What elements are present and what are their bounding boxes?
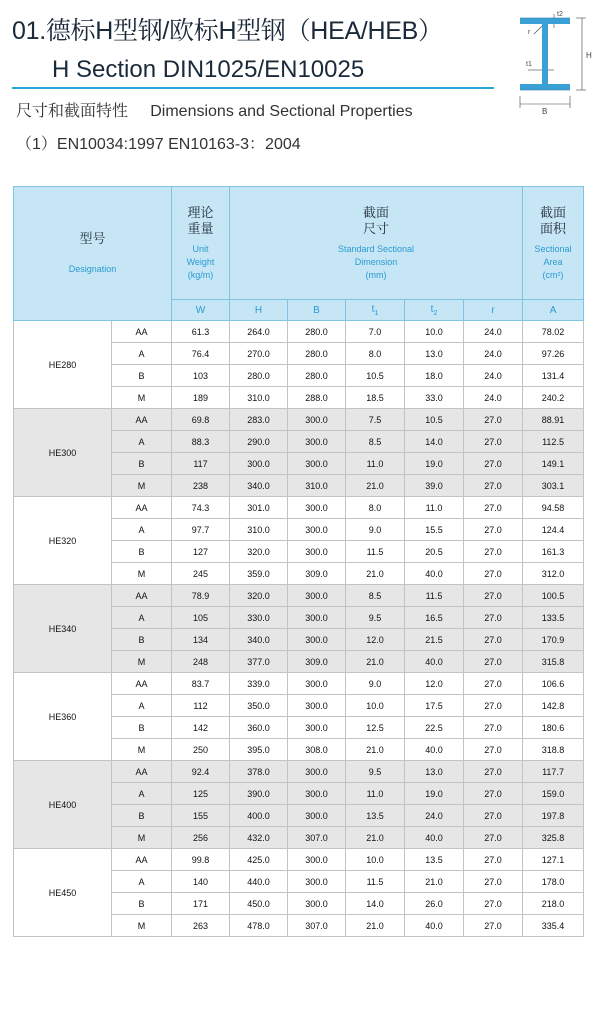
series-cell: M (112, 915, 172, 937)
value-cell: 27.0 (464, 761, 523, 783)
value-cell: 440.0 (230, 871, 288, 893)
value-cell: 263 (172, 915, 230, 937)
value-cell: 300.0 (288, 849, 346, 871)
value-cell: 78.9 (172, 585, 230, 607)
value-cell: 21.0 (346, 827, 405, 849)
value-cell: 27.0 (464, 651, 523, 673)
value-cell: 27.0 (464, 915, 523, 937)
series-cell: B (112, 365, 172, 387)
value-cell: 125 (172, 783, 230, 805)
series-cell: A (112, 519, 172, 541)
value-cell: 9.0 (346, 519, 405, 541)
value-cell: 99.8 (172, 849, 230, 871)
value-cell: 310.0 (230, 519, 288, 541)
series-cell: A (112, 343, 172, 365)
series-cell: AA (112, 409, 172, 431)
value-cell: 8.0 (346, 497, 405, 519)
designation-cell: HE400 (14, 761, 112, 849)
value-cell: 127.1 (523, 849, 584, 871)
value-cell: 142.8 (523, 695, 584, 717)
value-cell: 240.2 (523, 387, 584, 409)
symbol-t1: $t_1$ (346, 300, 405, 321)
value-cell: 310.0 (230, 387, 288, 409)
value-cell: 106.6 (523, 673, 584, 695)
value-cell: 11.5 (346, 871, 405, 893)
value-cell: 18.0 (405, 365, 464, 387)
value-cell: 27.0 (464, 519, 523, 541)
value-cell: 40.0 (405, 739, 464, 761)
value-cell: 11.5 (405, 585, 464, 607)
value-cell: 78.02 (523, 321, 584, 343)
value-cell: 245 (172, 563, 230, 585)
header-weight: 理论 重量 Unit Weight (kg/m) (172, 187, 230, 300)
symbol-r: r (464, 300, 523, 321)
value-cell: 171 (172, 893, 230, 915)
value-cell: 300.0 (288, 585, 346, 607)
value-cell: 256 (172, 827, 230, 849)
value-cell: 134 (172, 629, 230, 651)
value-cell: 340.0 (230, 629, 288, 651)
value-cell: 15.5 (405, 519, 464, 541)
value-cell: 290.0 (230, 431, 288, 453)
series-cell: AA (112, 321, 172, 343)
value-cell: 19.0 (405, 453, 464, 475)
value-cell: 288.0 (288, 387, 346, 409)
value-cell: 300.0 (288, 409, 346, 431)
value-cell: 10.0 (346, 695, 405, 717)
table-row (14, 585, 584, 607)
series-cell: M (112, 739, 172, 761)
value-cell: 39.0 (405, 475, 464, 497)
table-row (14, 673, 584, 695)
table-row (14, 409, 584, 431)
value-cell: 24.0 (464, 365, 523, 387)
value-cell: 238 (172, 475, 230, 497)
value-cell: 97.7 (172, 519, 230, 541)
value-cell: 14.0 (405, 431, 464, 453)
value-cell: 10.5 (405, 409, 464, 431)
value-cell: 7.5 (346, 409, 405, 431)
value-cell: 280.0 (288, 321, 346, 343)
value-cell: 22.5 (405, 717, 464, 739)
designation-cell: HE360 (14, 673, 112, 761)
value-cell: 390.0 (230, 783, 288, 805)
table-row (14, 321, 584, 343)
value-cell: 180.6 (523, 717, 584, 739)
value-cell: 27.0 (464, 607, 523, 629)
value-cell: 27.0 (464, 453, 523, 475)
value-cell: 312.0 (523, 563, 584, 585)
h-section-diagram (510, 4, 596, 116)
series-cell: M (112, 827, 172, 849)
value-cell: 17.5 (405, 695, 464, 717)
value-cell: 24.0 (405, 805, 464, 827)
value-cell: 40.0 (405, 827, 464, 849)
series-cell: A (112, 607, 172, 629)
value-cell: 27.0 (464, 827, 523, 849)
value-cell: 127 (172, 541, 230, 563)
value-cell: 14.0 (346, 893, 405, 915)
value-cell: 133.5 (523, 607, 584, 629)
value-cell: 27.0 (464, 673, 523, 695)
value-cell: 318.8 (523, 739, 584, 761)
value-cell: 83.7 (172, 673, 230, 695)
series-cell: A (112, 695, 172, 717)
table-body (14, 321, 584, 937)
diagram-label-H: H (586, 51, 592, 60)
value-cell: 27.0 (464, 409, 523, 431)
value-cell: 178.0 (523, 871, 584, 893)
standards-reference: （1）EN10034:1997 EN10163-3：2004 (16, 136, 301, 153)
value-cell: 309.0 (288, 651, 346, 673)
value-cell: 21.5 (405, 629, 464, 651)
series-cell: B (112, 629, 172, 651)
series-cell: B (112, 893, 172, 915)
series-cell: B (112, 805, 172, 827)
series-cell: M (112, 475, 172, 497)
value-cell: 301.0 (230, 497, 288, 519)
symbol-t2: $t_2$ (405, 300, 464, 321)
value-cell: 40.0 (405, 915, 464, 937)
diagram-label-t1: t1 (526, 61, 532, 68)
value-cell: 24.0 (464, 321, 523, 343)
designation-cell: HE300 (14, 409, 112, 497)
title-divider (12, 87, 494, 89)
symbol-B: B (288, 300, 346, 321)
diagram-label-t2: t2 (557, 11, 563, 18)
table-row (14, 761, 584, 783)
value-cell: 248 (172, 651, 230, 673)
value-cell: 395.0 (230, 739, 288, 761)
section-heading: 尺寸和截面特性 Dimensions and Sectional Properties (16, 103, 413, 120)
value-cell: 88.91 (523, 409, 584, 431)
value-cell: 280.0 (288, 343, 346, 365)
series-cell: AA (112, 497, 172, 519)
designation-cell: HE450 (14, 849, 112, 937)
value-cell: 303.1 (523, 475, 584, 497)
value-cell: 340.0 (230, 475, 288, 497)
value-cell: 8.5 (346, 585, 405, 607)
value-cell: 27.0 (464, 563, 523, 585)
value-cell: 310.0 (288, 475, 346, 497)
series-cell: B (112, 453, 172, 475)
diagram-label-r: r (528, 29, 531, 36)
value-cell: 20.5 (405, 541, 464, 563)
value-cell: 100.5 (523, 585, 584, 607)
value-cell: 360.0 (230, 717, 288, 739)
value-cell: 309.0 (288, 563, 346, 585)
symbol-A: A (523, 300, 584, 321)
value-cell: 315.8 (523, 651, 584, 673)
value-cell: 300.0 (288, 805, 346, 827)
value-cell: 149.1 (523, 453, 584, 475)
value-cell: 320.0 (230, 585, 288, 607)
value-cell: 88.3 (172, 431, 230, 453)
page-title: 01.德标H型钢/欧标H型钢（HEA/HEB） (12, 17, 443, 45)
value-cell: 10.5 (346, 365, 405, 387)
value-cell: 450.0 (230, 893, 288, 915)
value-cell: 359.0 (230, 563, 288, 585)
value-cell: 97.26 (523, 343, 584, 365)
value-cell: 13.0 (405, 761, 464, 783)
series-cell: AA (112, 585, 172, 607)
value-cell: 16.5 (405, 607, 464, 629)
value-cell: 11.0 (346, 453, 405, 475)
value-cell: 478.0 (230, 915, 288, 937)
value-cell: 300.0 (288, 871, 346, 893)
value-cell: 330.0 (230, 607, 288, 629)
value-cell: 8.0 (346, 343, 405, 365)
value-cell: 27.0 (464, 431, 523, 453)
value-cell: 155 (172, 805, 230, 827)
value-cell: 94.58 (523, 497, 584, 519)
value-cell: 13.5 (346, 805, 405, 827)
value-cell: 300.0 (288, 893, 346, 915)
value-cell: 24.0 (464, 343, 523, 365)
value-cell: 400.0 (230, 805, 288, 827)
value-cell: 8.5 (346, 431, 405, 453)
value-cell: 142 (172, 717, 230, 739)
value-cell: 300.0 (288, 431, 346, 453)
value-cell: 159.0 (523, 783, 584, 805)
value-cell: 300.0 (288, 717, 346, 739)
value-cell: 12.0 (405, 673, 464, 695)
value-cell: 218.0 (523, 893, 584, 915)
value-cell: 170.9 (523, 629, 584, 651)
series-cell: AA (112, 673, 172, 695)
series-cell: B (112, 717, 172, 739)
series-cell: M (112, 651, 172, 673)
value-cell: 300.0 (288, 607, 346, 629)
designation-cell: HE280 (14, 321, 112, 409)
value-cell: 21.0 (346, 739, 405, 761)
value-cell: 18.5 (346, 387, 405, 409)
value-cell: 300.0 (230, 453, 288, 475)
value-cell: 27.0 (464, 849, 523, 871)
value-cell: 74.3 (172, 497, 230, 519)
value-cell: 308.0 (288, 739, 346, 761)
value-cell: 11.5 (346, 541, 405, 563)
value-cell: 21.0 (405, 871, 464, 893)
header-designation: 型号 Designation (14, 187, 172, 321)
value-cell: 27.0 (464, 805, 523, 827)
value-cell: 9.5 (346, 607, 405, 629)
value-cell: 112.5 (523, 431, 584, 453)
series-cell: M (112, 563, 172, 585)
sectional-properties-table (13, 186, 584, 937)
value-cell: 11.0 (405, 497, 464, 519)
value-cell: 300.0 (288, 497, 346, 519)
value-cell: 27.0 (464, 893, 523, 915)
value-cell: 197.8 (523, 805, 584, 827)
header-dimension: 截面 尺寸 Standard Sectional Dimension (mm) (230, 187, 523, 300)
series-cell: AA (112, 761, 172, 783)
value-cell: 92.4 (172, 761, 230, 783)
value-cell: 27.0 (464, 717, 523, 739)
value-cell: 27.0 (464, 497, 523, 519)
series-cell: A (112, 871, 172, 893)
value-cell: 40.0 (405, 563, 464, 585)
value-cell: 12.5 (346, 717, 405, 739)
value-cell: 300.0 (288, 519, 346, 541)
value-cell: 27.0 (464, 783, 523, 805)
series-cell: M (112, 387, 172, 409)
value-cell: 250 (172, 739, 230, 761)
value-cell: 105 (172, 607, 230, 629)
value-cell: 76.4 (172, 343, 230, 365)
value-cell: 161.3 (523, 541, 584, 563)
series-cell: A (112, 431, 172, 453)
value-cell: 13.0 (405, 343, 464, 365)
value-cell: 307.0 (288, 915, 346, 937)
value-cell: 335.4 (523, 915, 584, 937)
value-cell: 69.8 (172, 409, 230, 431)
value-cell: 27.0 (464, 695, 523, 717)
value-cell: 350.0 (230, 695, 288, 717)
value-cell: 307.0 (288, 827, 346, 849)
table-row (14, 497, 584, 519)
value-cell: 300.0 (288, 541, 346, 563)
table-row (14, 849, 584, 871)
value-cell: 270.0 (230, 343, 288, 365)
value-cell: 300.0 (288, 783, 346, 805)
value-cell: 124.4 (523, 519, 584, 541)
value-cell: 280.0 (288, 365, 346, 387)
value-cell: 189 (172, 387, 230, 409)
value-cell: 325.8 (523, 827, 584, 849)
value-cell: 264.0 (230, 321, 288, 343)
value-cell: 320.0 (230, 541, 288, 563)
value-cell: 378.0 (230, 761, 288, 783)
value-cell: 27.0 (464, 739, 523, 761)
table-header-row (14, 187, 584, 300)
value-cell: 21.0 (346, 475, 405, 497)
value-cell: 19.0 (405, 783, 464, 805)
value-cell: 21.0 (346, 651, 405, 673)
value-cell: 21.0 (346, 563, 405, 585)
value-cell: 280.0 (230, 365, 288, 387)
value-cell: 131.4 (523, 365, 584, 387)
value-cell: 432.0 (230, 827, 288, 849)
series-cell: AA (112, 849, 172, 871)
value-cell: 13.5 (405, 849, 464, 871)
value-cell: 117 (172, 453, 230, 475)
value-cell: 140 (172, 871, 230, 893)
designation-cell: HE340 (14, 585, 112, 673)
value-cell: 300.0 (288, 629, 346, 651)
symbol-W: W (172, 300, 230, 321)
series-cell: A (112, 783, 172, 805)
value-cell: 9.5 (346, 761, 405, 783)
value-cell: 27.0 (464, 585, 523, 607)
value-cell: 26.0 (405, 893, 464, 915)
diagram-label-B: B (542, 107, 548, 116)
value-cell: 117.7 (523, 761, 584, 783)
value-cell: 9.0 (346, 673, 405, 695)
value-cell: 112 (172, 695, 230, 717)
value-cell: 377.0 (230, 651, 288, 673)
value-cell: 283.0 (230, 409, 288, 431)
value-cell: 300.0 (288, 453, 346, 475)
value-cell: 11.0 (346, 783, 405, 805)
value-cell: 27.0 (464, 871, 523, 893)
value-cell: 61.3 (172, 321, 230, 343)
value-cell: 339.0 (230, 673, 288, 695)
value-cell: 27.0 (464, 629, 523, 651)
value-cell: 300.0 (288, 673, 346, 695)
value-cell: 7.0 (346, 321, 405, 343)
value-cell: 103 (172, 365, 230, 387)
value-cell: 27.0 (464, 475, 523, 497)
designation-cell: HE320 (14, 497, 112, 585)
page-subtitle-standard: H Section DIN1025/EN10025 (52, 56, 365, 83)
value-cell: 40.0 (405, 651, 464, 673)
value-cell: 27.0 (464, 541, 523, 563)
value-cell: 10.0 (405, 321, 464, 343)
symbol-H: H (230, 300, 288, 321)
value-cell: 21.0 (346, 915, 405, 937)
header-area: 截面 面积 Sectional Area (cm²) (523, 187, 584, 300)
value-cell: 300.0 (288, 761, 346, 783)
value-cell: 24.0 (464, 387, 523, 409)
value-cell: 33.0 (405, 387, 464, 409)
value-cell: 12.0 (346, 629, 405, 651)
value-cell: 10.0 (346, 849, 405, 871)
value-cell: 300.0 (288, 695, 346, 717)
series-cell: B (112, 541, 172, 563)
value-cell: 425.0 (230, 849, 288, 871)
